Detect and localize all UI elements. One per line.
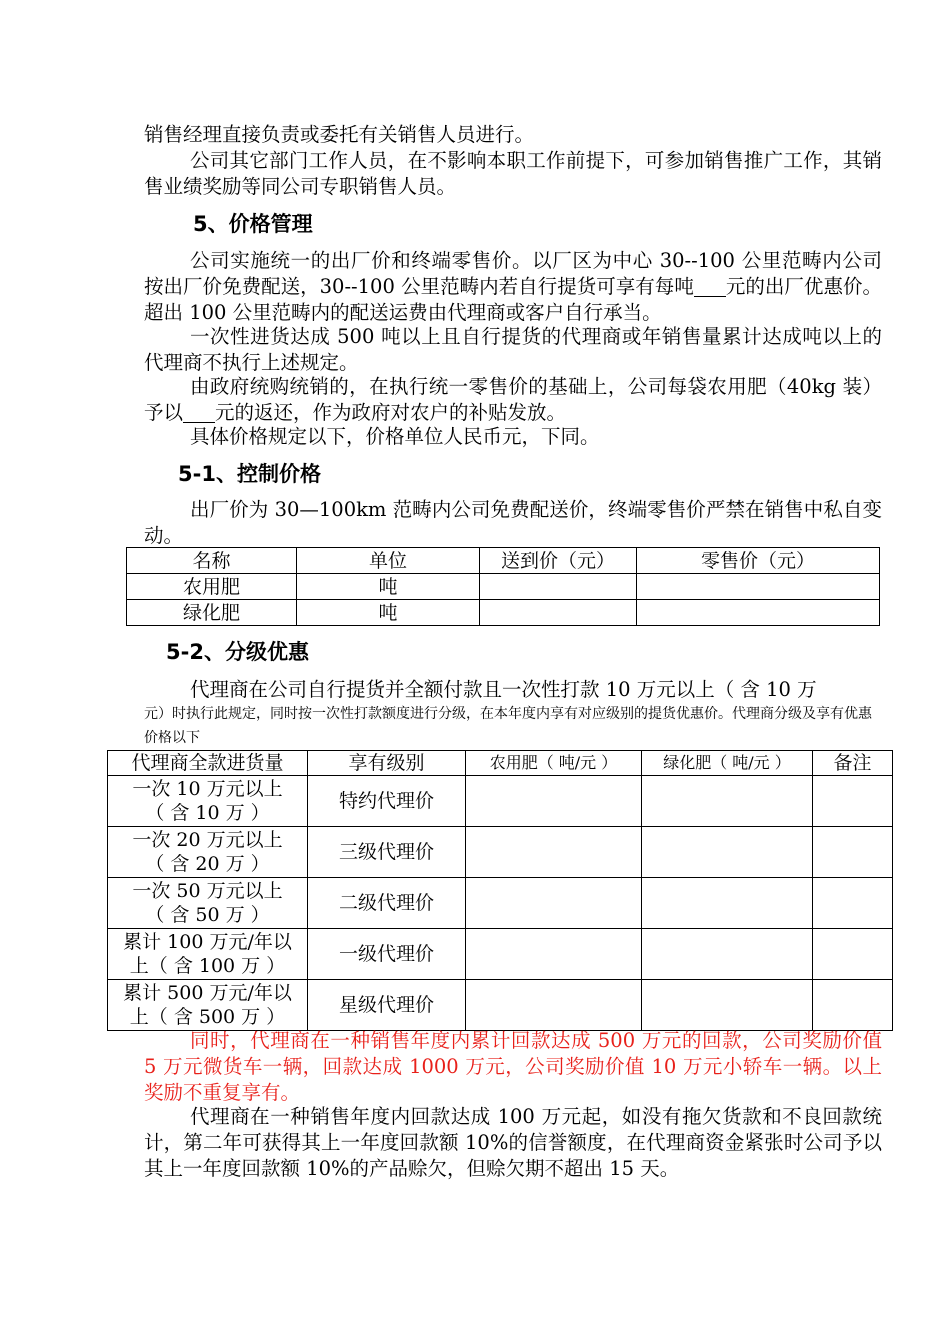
paragraph-unified-price (144, 248, 882, 326)
table-row (127, 574, 880, 600)
table-cell (813, 776, 893, 827)
table-cell: 农用肥 (127, 574, 297, 600)
unified-price-text-a: 公司实施统一的出厂价和终端零售价。以厂区为中心 30--100 公里范畴内公司按出厂价免费配送，30--100 公里范畴内若自行提货可享有每吨 (144, 249, 882, 298)
table-cell (813, 980, 893, 1031)
tier-table (107, 750, 893, 1031)
table-cell (813, 878, 893, 929)
column-header-purchase-volume: 代理商全款进货量 (108, 751, 308, 776)
column-header-delivered-price: 送到价（元） (480, 548, 637, 574)
heading-price-management: 5、价格管理 (193, 212, 313, 236)
table-row (108, 776, 893, 827)
table-row (108, 878, 893, 929)
table-cell: 二级代理价 (308, 878, 466, 929)
column-header-level: 享有级别 (308, 751, 466, 776)
table-cell (813, 827, 893, 878)
table-cell (466, 827, 642, 878)
table-row (108, 929, 893, 980)
table-cell: 累计 500 万元/年以 上（ 含 500 万 ） (108, 980, 308, 1031)
paragraph-credit-line: 代理商在一种销售年度内回款达成 100 万元起，如没有拖欠货款和不良回款统计，第二年可获得其上一年度回款额 10%的信誉额度，在代理商资金紧张时公司予以其上一年度回款额 10%的产品赊欠，但赊欠期不超出 15 天。 (144, 1105, 882, 1180)
table-cell (466, 776, 642, 827)
column-header-retail-price: 零售价（元） (637, 548, 880, 574)
table-row (127, 600, 880, 626)
unified-price-text-b: 元的出厂优惠价。超出 100 公里范畴内的配送运费由代理商或客户自行承当。 (144, 275, 882, 324)
table-cell: 一次 20 万元以上 （ 含 20 万 ） (108, 827, 308, 878)
table-cell: 吨 (297, 600, 480, 626)
table-cell (813, 929, 893, 980)
heading-tiered-discount: 5-2、分级优惠 (166, 640, 309, 664)
column-header-green-fertilizer: 绿化肥（ 吨/元 ） (642, 751, 813, 776)
paragraph-sales-manager: 销售经理直接负责或委托有关销售人员进行。 (144, 123, 535, 146)
table-cell (642, 776, 813, 827)
table-cell (642, 878, 813, 929)
column-header-unit: 单位 (297, 548, 480, 574)
blank-line (183, 402, 215, 423)
paragraph-price-unit: 具体价格规定以下，价格单位人民币元，下同。 (190, 425, 600, 448)
paragraph-other-departments: 公司其它部门工作人员，在不影响本职工作前提下，可参加销售推广工作，其销售业绩奖励等同公司专职销售人员。 (144, 149, 882, 198)
table-cell: 三级代理价 (308, 827, 466, 878)
table-cell (466, 929, 642, 980)
table-cell (642, 827, 813, 878)
table-cell (480, 600, 637, 626)
table-cell (637, 574, 880, 600)
table-cell: 特约代理价 (308, 776, 466, 827)
table-row (108, 827, 893, 878)
table-cell (480, 574, 637, 600)
paragraph-bulk-purchase: 一次性进货达成 500 吨以上且自行提货的代理商或年销售量累计达成吨以上的代理商不执行上述规定。 (144, 325, 882, 374)
heading-control-price: 5-1、控制价格 (178, 462, 321, 486)
subsidy-text-a: 由政府统购统销的，在执行统一零售价的基础上，公司每袋农用肥（40kg 装）予以 (144, 375, 882, 424)
table-cell: 星级代理价 (308, 980, 466, 1031)
table-cell (466, 980, 642, 1031)
blank-line (694, 276, 726, 297)
table-cell: 吨 (297, 574, 480, 600)
table-cell: 累计 100 万元/年以 上（ 含 100 万 ） (108, 929, 308, 980)
price-table-header-row (127, 548, 880, 574)
subsidy-text-b: 元的返还，作为政府对农户的补贴发放。 (215, 401, 567, 424)
tier-table-header-row (108, 751, 893, 776)
table-cell: 一次 10 万元以上 （ 含 10 万 ） (108, 776, 308, 827)
table-cell: 一次 50 万元以上 （ 含 50 万 ） (108, 878, 308, 929)
column-header-name: 名称 (127, 548, 297, 574)
table-cell (642, 980, 813, 1031)
table-cell (466, 878, 642, 929)
table-cell: 绿化肥 (127, 600, 297, 626)
paragraph-government-subsidy (144, 374, 882, 426)
paragraph-tier-rule-detail: 元）时执行此规定，同时按一次性打款额度进行分级，在本年度内享有对应级别的提货优惠价。代理商分级及享有优惠价格以下 (144, 706, 872, 746)
paragraph-factory-price: 出厂价为 30—100km 范畴内公司免费配送价，终端零售价严禁在销售中私自变动。 (144, 498, 882, 547)
table-cell: 一级代理价 (308, 929, 466, 980)
column-header-agri-fertilizer: 农用肥（ 吨/元 ） (466, 751, 642, 776)
paragraph-tier-rule-lead: 代理商在公司自行提货并全额付款且一次性打款 10 万元以上（ 含 10 万 (190, 678, 817, 701)
price-table (126, 547, 880, 626)
column-header-remarks: 备注 (813, 751, 893, 776)
table-cell (637, 600, 880, 626)
table-row (108, 980, 893, 1031)
table-cell (642, 929, 813, 980)
paragraph-reward-highlight: 同时，代理商在一种销售年度内累计回款达成 500 万元的回款，公司奖励价值 5 万元微货车一辆，回款达成 1000 万元，公司奖励价值 10 万元小轿车一辆。以上奖励不重复享有。 (144, 1029, 882, 1104)
